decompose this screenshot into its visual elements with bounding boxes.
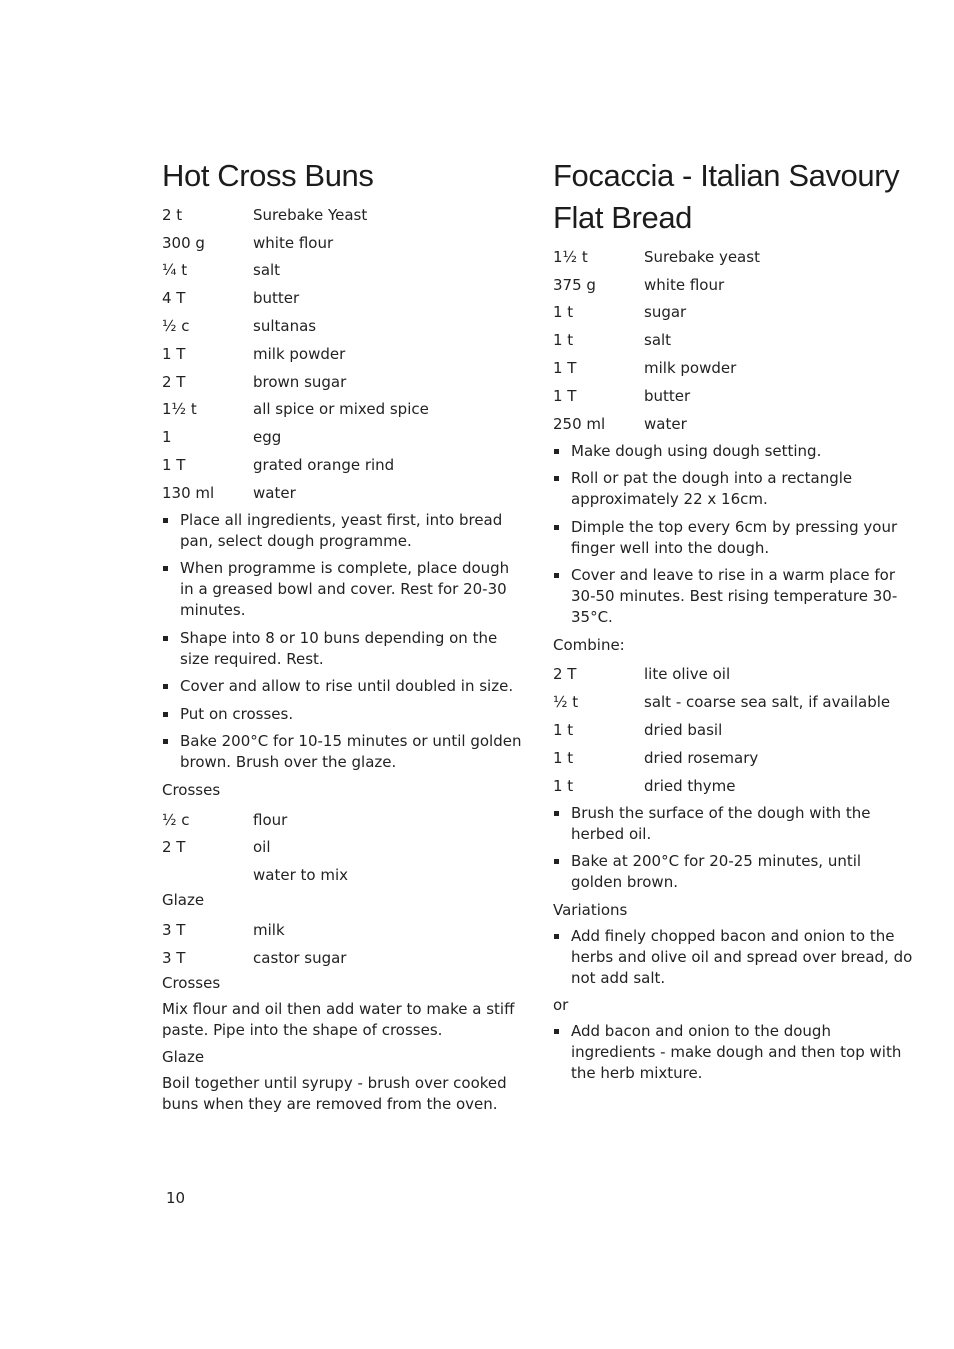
ingredient-row [162, 201, 522, 229]
ingredient-row [162, 944, 522, 972]
ingredient-name: sultanas [253, 317, 317, 336]
combine-ingredient-list [553, 661, 915, 800]
ingredient-row [162, 284, 522, 312]
method-step: Make dough using dough setting. [553, 441, 915, 462]
ingredient-list [162, 201, 522, 507]
ingredient-name: milk powder [644, 359, 737, 378]
ingredient-name: oil [253, 838, 271, 857]
glaze-method: Boil together until syrupy - brush over cooked buns when they are removed from the oven. [162, 1073, 507, 1113]
ingredient-quantity: 130 ml [162, 483, 215, 502]
ingredient-name: grated orange rind [253, 456, 395, 475]
crosses-method-heading: Crosses [162, 973, 221, 992]
ingredient-row [553, 271, 915, 299]
variations-list-2 [553, 1021, 915, 1084]
ingredient-row [553, 382, 915, 410]
ingredient-row [162, 479, 522, 507]
method-step: Cover and leave to rise in a warm place for 30-50 minutes. Best rising temperature 30-35°C. [553, 565, 915, 628]
ingredient-name: salt - coarse sea salt, if available [644, 693, 891, 712]
ingredient-quantity: 3 T [162, 921, 186, 940]
crosses-heading: Crosses [162, 780, 221, 799]
variations-heading: Variations [553, 900, 628, 919]
ingredient-quantity: 2 T [162, 838, 186, 857]
glaze-method-heading: Glaze [162, 1047, 205, 1066]
ingredient-row [553, 243, 915, 271]
method-step: Dimple the top every 6cm by pressing your finger well into the dough. [553, 517, 915, 559]
ingredient-name: flour [253, 810, 288, 829]
method-step: Bake 200°C for 10-15 minutes or until golden brown. Brush over the glaze. [162, 731, 522, 773]
ingredient-name: milk powder [253, 344, 346, 363]
method-step: Place all ingredients, yeast first, into bread pan, select dough programme. [162, 510, 522, 552]
ingredient-quantity: ¼ t [162, 261, 188, 280]
ingredient-name: salt [644, 331, 672, 350]
ingredient-row [162, 861, 522, 889]
ingredient-row [162, 312, 522, 340]
ingredient-list [553, 243, 915, 438]
or-text: or [553, 996, 569, 1015]
method-step: Put on crosses. [162, 704, 522, 725]
method-step: Add bacon and onion to the dough ingredients - make dough and then top with the herb mixture. [553, 1021, 915, 1084]
ingredient-quantity: ½ c [162, 317, 190, 336]
ingredient-quantity: 1 t [553, 776, 574, 795]
ingredient-row [553, 772, 915, 800]
method-list-2 [553, 803, 915, 894]
ingredient-name: water [644, 414, 687, 433]
ingredient-row [162, 229, 522, 257]
ingredient-quantity: ½ c [162, 810, 190, 829]
ingredient-quantity: 1½ t [162, 400, 197, 419]
combine-heading: Combine: [553, 635, 625, 654]
ingredient-quantity: 2 T [162, 372, 186, 391]
ingredient-row [162, 257, 522, 285]
ingredient-row [553, 716, 915, 744]
ingredient-row [162, 451, 522, 479]
ingredient-row [553, 299, 915, 327]
ingredient-quantity: 2 t [162, 205, 183, 224]
ingredient-quantity: 1 [162, 428, 172, 447]
method-step: Bake at 200°C for 20-25 minutes, until golden brown. [553, 851, 915, 893]
ingredient-quantity: 4 T [162, 289, 186, 308]
ingredient-row [162, 396, 522, 424]
ingredient-row [162, 340, 522, 368]
method-step: Cover and allow to rise until doubled in size. [162, 676, 522, 697]
ingredient-name: egg [253, 428, 282, 447]
ingredient-quantity: 1 t [553, 748, 574, 767]
ingredient-row [162, 423, 522, 451]
ingredient-name: dried thyme [644, 776, 736, 795]
ingredient-quantity: 375 g [553, 275, 596, 294]
ingredient-quantity: 1 T [162, 456, 186, 475]
ingredient-name: sugar [644, 303, 687, 322]
ingredient-quantity: 1 T [553, 359, 577, 378]
ingredient-name: water [253, 483, 296, 502]
ingredient-name: all spice or mixed spice [253, 400, 429, 419]
ingredient-name: water to mix [253, 866, 348, 885]
ingredient-quantity: 1 T [553, 386, 577, 405]
crosses-ingredient-list [162, 806, 522, 889]
ingredient-name: butter [644, 386, 691, 405]
method-list [553, 441, 915, 629]
method-step: Shape into 8 or 10 buns depending on the size required. Rest. [162, 628, 522, 670]
ingredient-name: lite olive oil [644, 665, 731, 684]
recipe-title: Focaccia - Italian Savoury Flat Bread [553, 158, 900, 235]
ingredient-quantity: 250 ml [553, 414, 606, 433]
ingredient-name: white flour [253, 233, 334, 252]
ingredient-row [162, 916, 522, 944]
ingredient-quantity: 1 t [553, 331, 574, 350]
ingredient-row [553, 410, 915, 438]
variations-list [553, 926, 915, 989]
ingredient-name: milk [253, 921, 285, 940]
ingredient-name: salt [253, 261, 281, 280]
ingredient-name: white flour [644, 275, 725, 294]
focaccia-recipe [553, 155, 915, 1091]
ingredient-name: castor sugar [253, 948, 347, 967]
ingredient-name: dried rosemary [644, 748, 759, 767]
ingredient-name: butter [253, 289, 300, 308]
ingredient-row [553, 744, 915, 772]
ingredient-quantity: 1½ t [553, 247, 588, 266]
method-step: Brush the surface of the dough with the herbed oil. [553, 803, 915, 845]
ingredient-row [553, 688, 915, 716]
recipe-title: Hot Cross Buns [162, 158, 374, 193]
hot-cross-buns-recipe [162, 155, 522, 1121]
ingredient-name: dried basil [644, 721, 723, 740]
ingredient-quantity: 1 T [162, 344, 186, 363]
ingredient-quantity: 2 T [553, 665, 577, 684]
method-step: Add finely chopped bacon and onion to the herbs and olive oil and spread over bread, do not add salt. [553, 926, 915, 989]
ingredient-row [162, 834, 522, 862]
glaze-ingredient-list [162, 916, 522, 972]
ingredient-row [162, 806, 522, 834]
ingredient-name: Surebake Yeast [253, 205, 368, 224]
ingredient-quantity: 300 g [162, 233, 205, 252]
ingredient-quantity: 1 t [553, 303, 574, 322]
ingredient-row [553, 661, 915, 689]
crosses-method: Mix flour and oil then add water to make a stiff paste. Pipe into the shape of crosses. [162, 999, 515, 1039]
method-step: Roll or pat the dough into a rectangle approximately 22 x 16cm. [553, 468, 915, 510]
method-list [162, 510, 522, 774]
glaze-heading: Glaze [162, 891, 205, 910]
method-step: When programme is complete, place dough in a greased bowl and cover. Rest for 20-30 minutes. [162, 558, 522, 621]
ingredient-quantity: 3 T [162, 948, 186, 967]
ingredient-row [553, 354, 915, 382]
ingredient-row [162, 368, 522, 396]
ingredient-name: Surebake yeast [644, 247, 760, 266]
ingredient-quantity: ½ t [553, 693, 579, 712]
page-number: 10 [166, 1189, 186, 1207]
ingredient-quantity: 1 t [553, 721, 574, 740]
ingredient-row [553, 326, 915, 354]
ingredient-name: brown sugar [253, 372, 347, 391]
